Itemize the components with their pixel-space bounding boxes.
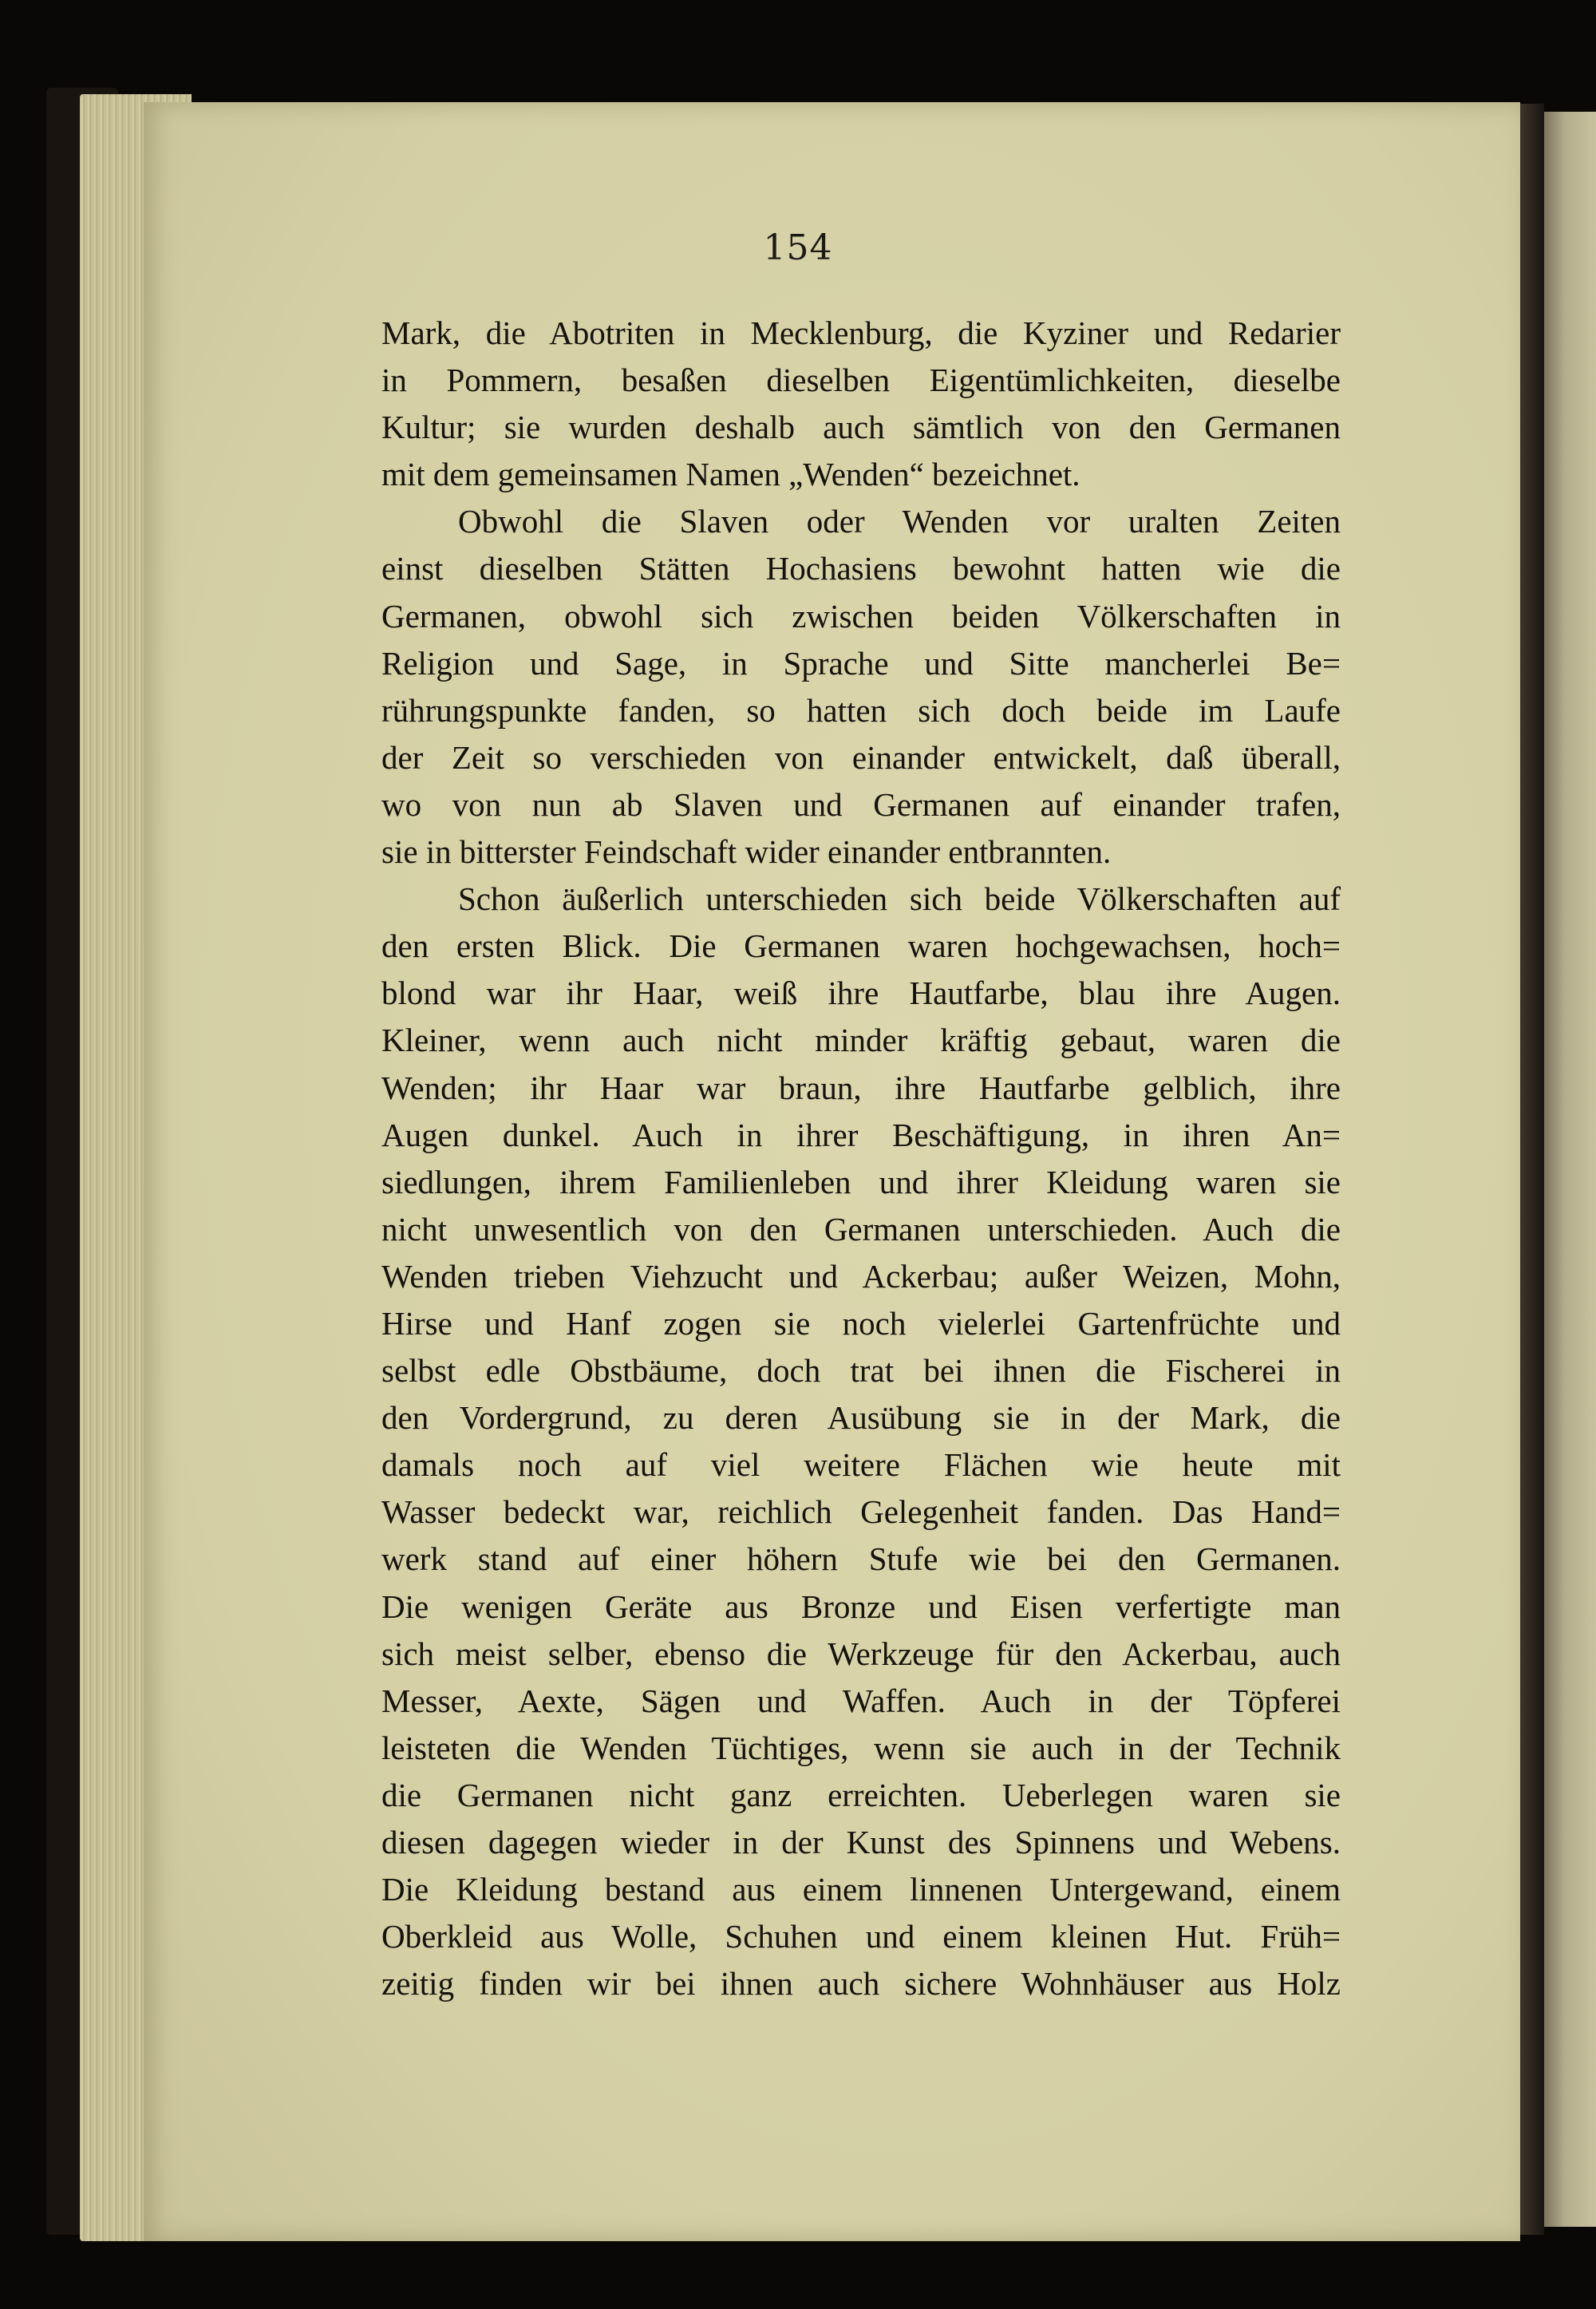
text-line: die Germanen nicht ganz erreichten. Ueberlegen waren sie	[381, 1776, 1341, 1813]
text-line: diesen dagegen wieder in der Kunst des Spinnens und Webens.	[381, 1824, 1341, 1860]
text-line: wo von nun ab Slaven und Germanen auf einander trafen,	[381, 785, 1341, 823]
text-line: Die wenigen Geräte aus Bronze und Eisen verfertigte man	[381, 1587, 1341, 1625]
text-line: damals noch auf viel weitere Flächen wie heute mit	[381, 1446, 1341, 1484]
text-line: sich meist selber, ebenso die Werkzeuge für den Ackerbau, auch	[381, 1635, 1341, 1672]
text-line: Oberkleid aus Wolle, Schuhen und einem kleinen Hut. Früh=	[381, 1918, 1341, 1955]
text-line: siedlungen, ihrem Familienleben und ihrer Kleidung waren sie	[381, 1163, 1341, 1200]
text-line: Kultur; sie wurden deshalb auch sämtlich von den Germanen	[381, 409, 1341, 446]
text-line: rührungspunkte fanden, so hatten sich doch beide im Laufe	[381, 691, 1341, 729]
text-line: Schon äußerlich unterschieden sich beide Völkerschaften auf	[458, 880, 1341, 918]
text-line: blond war ihr Haar, weiß ihre Hautfarbe, blau ihre Augen.	[381, 975, 1341, 1012]
text-line: Wenden; ihr Haar war braun, ihre Hautfarbe gelblich, ihre	[381, 1069, 1341, 1106]
text-line: selbst edle Obstbäume, doch trat bei ihnen die Fischerei in	[381, 1352, 1341, 1390]
text-line: Obwohl die Slaven oder Wenden vor uralten Zeiten	[458, 503, 1341, 540]
text-line: Hirse und Hanf zogen sie noch vielerlei Gartenfrüchte und	[381, 1304, 1341, 1342]
text-line: in Pommern, besaßen dieselben Eigentümlichkeiten, dieselbe	[381, 362, 1341, 399]
next-page-edge	[1544, 112, 1596, 2227]
text-line: mit dem gemeinsamen Namen „Wenden“ bezeichnet.	[381, 456, 1080, 493]
text-line: den Vordergrund, zu deren Ausübung sie in der Mark, die	[381, 1399, 1341, 1437]
text-line: einst dieselben Stätten Hochasiens bewohnt hatten wie die	[381, 550, 1341, 587]
text-line: Augen dunkel. Auch in ihrer Beschäftigung, in ihren An=	[381, 1116, 1341, 1153]
text-line: Messer, Aexte, Sägen und Waffen. Auch in der Töpferei	[381, 1682, 1341, 1719]
text-line: Wenden trieben Viehzucht und Ackerbau; außer Weizen, Mohn,	[381, 1257, 1341, 1295]
body-text	[381, 310, 1341, 2007]
book-gutter	[1520, 104, 1544, 2235]
text-line: nicht unwesentlich von den Germanen unterschieden. Auch die	[381, 1210, 1341, 1247]
page-number: 154	[763, 227, 833, 268]
text-line: Wasser bedeckt war, reichlich Gelegenheit fanden. Das Hand=	[381, 1493, 1341, 1531]
text-line: Die Kleidung bestand aus einem linnenen Untergewand, einem	[381, 1871, 1341, 1908]
text-line: Kleiner, wenn auch nicht minder kräftig gebaut, waren die	[381, 1022, 1341, 1059]
text-line: Mark, die Abotriten in Mecklenburg, die Kyziner und Redarier	[381, 314, 1341, 351]
text-line: Germanen, obwohl sich zwischen beiden Völkerschaften in	[381, 597, 1341, 635]
text-line: sie in bitterster Feindschaft wider einander entbrannten.	[381, 833, 1112, 871]
text-line: werk stand auf einer höhern Stufe wie bei den Germanen.	[381, 1540, 1341, 1578]
text-line: leisteten die Wenden Tüchtiges, wenn sie auch in der Technik	[381, 1729, 1341, 1766]
text-line: der Zeit so verschieden von einander entwickelt, daß überall,	[381, 738, 1341, 776]
text-line: zeitig finden wir bei ihnen auch sichere Wohnhäuser aus Holz	[381, 1965, 1341, 2003]
text-line: den ersten Blick. Die Germanen waren hochgewachsen, hoch=	[381, 927, 1341, 965]
text-line: Religion und Sage, in Sprache und Sitte mancherlei Be=	[381, 644, 1341, 682]
